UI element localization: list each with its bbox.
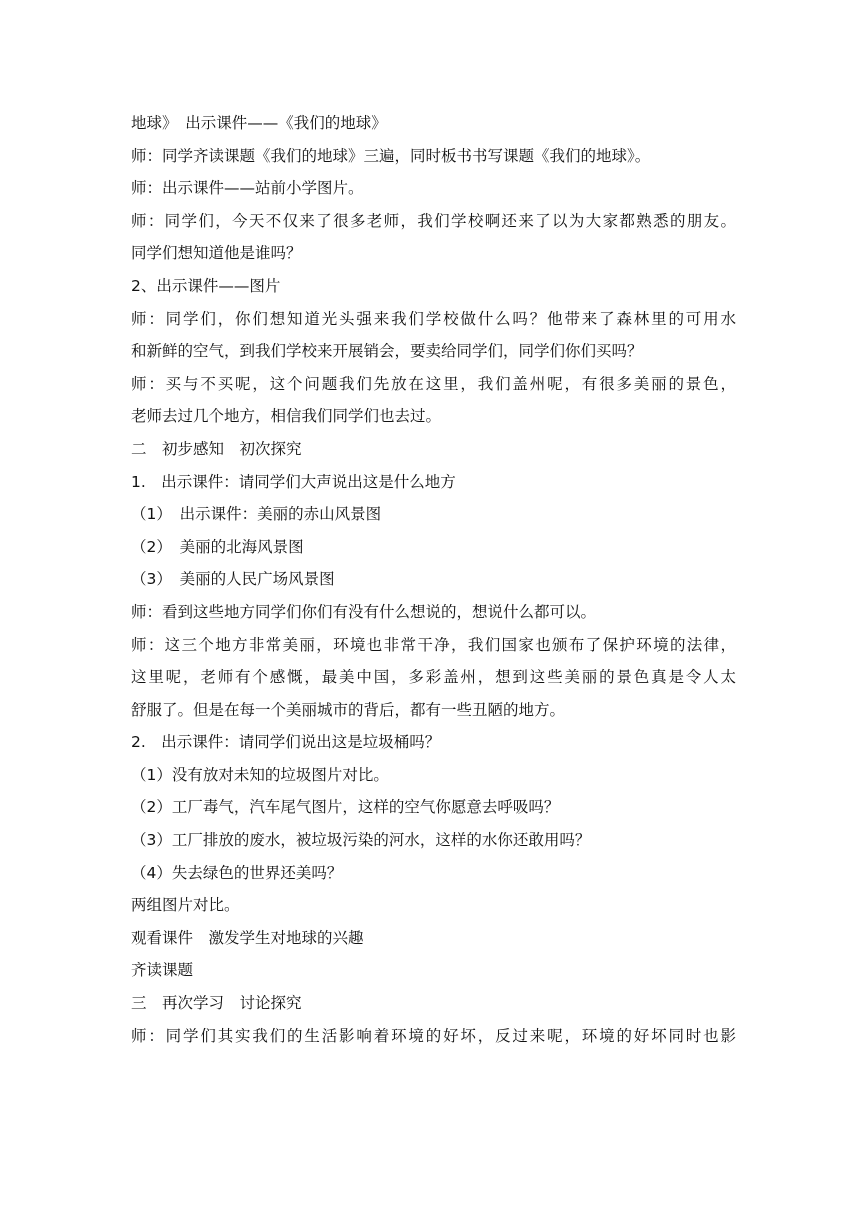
text-line: 师：这三个地方非常美丽，环境也非常干净，我们国家也颁布了保护环境的法律， xyxy=(131,635,736,654)
list-item: （3） 美丽的人民广场风景图 xyxy=(131,570,335,589)
text-line: 师：同学们其实我们的生活影响着环境的好坏，反过来呢，环境的好坏同时也影 xyxy=(131,1026,736,1045)
text-line: 老师去过几个地方，相信我们同学们也去过。 xyxy=(131,407,442,426)
text-line: 和新鲜的空气，到我们学校来开展销会，要卖给同学们，同学们你们买吗？ xyxy=(131,342,643,361)
text-line: 同学们想知道他是谁吗？ xyxy=(131,244,302,263)
text-line: 1. 出示课件：请同学们大声说出这是什么地方 xyxy=(131,472,456,491)
text-line: 地球》 出示课件——《我们的地球》 xyxy=(131,114,387,132)
text-line: 师：看到这些地方同学们你们有没有什么想说的，想说什么都可以。 xyxy=(131,602,597,621)
text-line: 2. 出示课件：请同学们说出这是垃圾桶吗？ xyxy=(131,733,441,752)
list-item: （2） 美丽的北海风景图 xyxy=(131,537,304,556)
text-line: 舒服了。但是在每一个美丽城市的背后，都有一些丑陋的地方。 xyxy=(131,700,566,719)
text-line: 师：同学们，你们想知道光头强来我们学校做什么吗？他带来了森林里的可用水 xyxy=(131,309,736,328)
text-line: 2、出示课件——图片 xyxy=(131,276,281,295)
section-heading: 三 再次学习 讨论探究 xyxy=(131,994,302,1013)
list-item: （3）工厂排放的废水，被垃圾污染的河水，这样的水你还敢用吗？ xyxy=(131,831,591,850)
text-line: 这里呢，老师有个感慨，最美中国，多彩盖州，想到这些美丽的景色真是令人太 xyxy=(131,668,736,687)
list-item: （1）没有放对未知的垃圾图片对比。 xyxy=(131,765,389,784)
list-item: （2）工厂毒气，汽车尾气图片，这样的空气你愿意去呼吸吗？ xyxy=(131,798,560,817)
text-line: 两组图片对比。 xyxy=(131,896,240,915)
text-line: 师：出示课件——站前小学图片。 xyxy=(131,179,364,198)
list-item: （4）失去绿色的世界还美吗？ xyxy=(131,863,343,882)
text-line: 齐读课题 xyxy=(131,961,194,980)
document-body xyxy=(131,107,736,1052)
section-heading: 二 初步感知 初次探究 xyxy=(131,439,302,458)
list-item: （1） 出示课件：美丽的赤山风景图 xyxy=(131,505,382,524)
text-line: 师：同学们，今天不仅来了很多老师，我们学校啊还来了以为大家都熟悉的朋友。 xyxy=(131,211,736,230)
text-line: 师：买与不买呢，这个问题我们先放在这里，我们盖州呢，有很多美丽的景色， xyxy=(131,374,736,393)
text-line: 观看课件 激发学生对地球的兴趣 xyxy=(131,928,364,947)
text-line: 师：同学齐读课题《我们的地球》三遍，同时板书书写课题《我们的地球》。 xyxy=(131,146,651,165)
